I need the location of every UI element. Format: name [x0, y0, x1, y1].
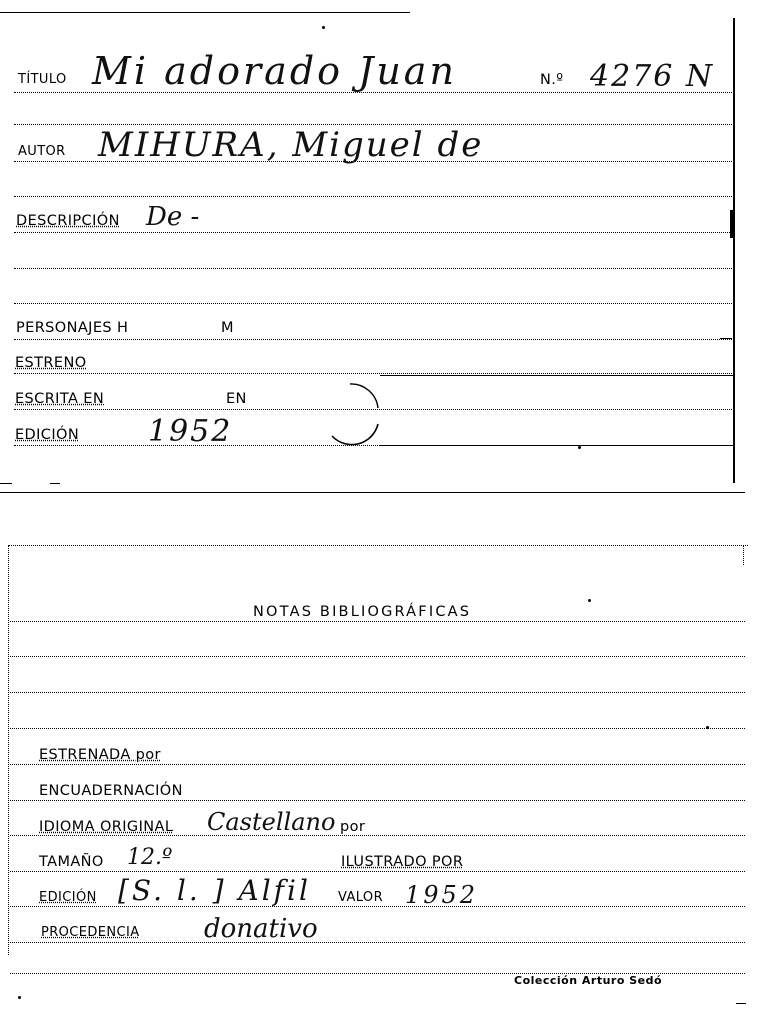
edge-mark — [730, 210, 733, 238]
ilustrado-label: ILUSTRADO POR — [341, 854, 464, 870]
card-front-bottom-border — [0, 492, 745, 493]
card-back-top-border — [8, 545, 748, 546]
descripcion-value: De - — [146, 202, 200, 232]
numero-label: N.º — [540, 72, 564, 88]
rule — [10, 621, 745, 622]
rule — [10, 728, 745, 729]
rule — [14, 339, 734, 340]
card-back-left-border — [8, 545, 9, 955]
rule — [10, 692, 745, 693]
autor-label: AUTOR — [18, 144, 66, 159]
catalog-card-front — [0, 0, 759, 495]
speck — [706, 726, 709, 729]
rule — [14, 373, 734, 374]
rule — [14, 303, 734, 304]
tamano-value: 12.º — [127, 845, 173, 870]
punch-hole-icon — [320, 378, 390, 448]
card-front-top-border — [0, 12, 410, 13]
tamano-label: TAMAÑO — [39, 854, 104, 870]
estrenada-label: ESTRENADA por — [39, 747, 161, 763]
rule — [14, 196, 734, 197]
rule — [10, 656, 745, 657]
idioma-por-label: por — [340, 819, 366, 835]
procedencia-value: donativo — [204, 914, 318, 944]
escrita-en-label: EN — [226, 391, 247, 407]
coleccion-note: Colección Arturo Sedó — [514, 974, 663, 987]
edicion-value: 1952 — [148, 414, 233, 449]
valor-value: 1952 — [405, 881, 479, 909]
personajes-label: PERSONAJES H — [16, 320, 129, 336]
titulo-value: Mi adorado Juan — [92, 49, 457, 93]
encuadernacion-label: ENCUADERNACIÓN — [39, 783, 183, 799]
rule — [14, 268, 734, 269]
rule — [14, 232, 734, 233]
rule — [10, 800, 745, 801]
rule-solid — [380, 445, 734, 446]
estreno-label: ESTRENO — [15, 355, 87, 371]
card-front-right-border — [733, 18, 735, 483]
speck — [18, 996, 21, 999]
idioma-label: IDIOMA ORIGINAL — [39, 819, 174, 835]
rule-solid — [380, 375, 734, 376]
card-back-right-mark — [743, 545, 744, 565]
personajes-m-label: M — [221, 320, 234, 336]
titulo-label: TÍTULO — [18, 72, 67, 87]
procedencia-label: PROCEDENCIA — [41, 925, 140, 940]
edicion-back-label: EDICIÓN — [39, 890, 97, 905]
idioma-value: Castellano — [207, 808, 336, 836]
numero-value: 4276 N — [590, 59, 715, 94]
rule — [10, 835, 745, 836]
autor-value: MIHURA, Miguel de — [98, 125, 484, 165]
edge-mark — [50, 483, 60, 484]
edge-mark — [736, 1003, 746, 1004]
valor-label: VALOR — [338, 890, 383, 905]
edge-mark — [0, 483, 12, 484]
speck — [322, 26, 325, 29]
rule — [10, 764, 745, 765]
edicion-back-value: [S. l. ] Alfil — [118, 874, 311, 907]
notas-title: NOTAS BIBLIOGRÁFICAS — [253, 604, 472, 620]
speck — [588, 599, 591, 602]
escrita-label: ESCRITA EN — [15, 391, 105, 407]
descripcion-label: DESCRIPCIÓN — [16, 213, 120, 229]
catalog-card-back — [0, 535, 759, 1005]
speck — [578, 446, 581, 449]
edicion-label: EDICIÓN — [15, 427, 80, 443]
rule — [10, 871, 745, 872]
edge-mark — [720, 338, 732, 339]
rule — [10, 942, 745, 943]
